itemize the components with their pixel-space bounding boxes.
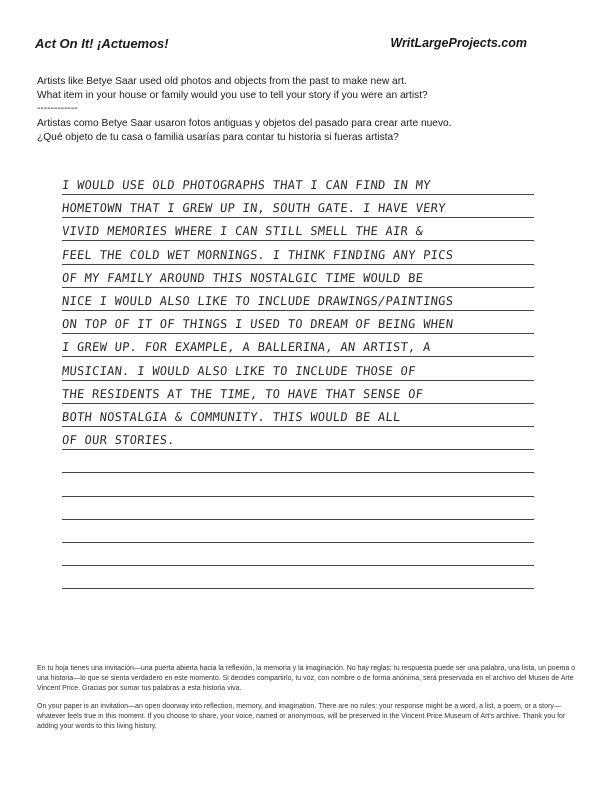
handwritten-line: THE RESIDENTS AT THE TIME, TO HAVE THAT SENSE OF [61,386,424,401]
ruled-line [62,310,534,311]
ruled-line [62,240,534,241]
ruled-line [62,565,534,566]
handwritten-line: VIVID MEMORIES WHERE I CAN STILL SMELL THE AIR & [61,224,424,239]
ruled-line [62,588,534,589]
handwritten-line: OF MY FAMILY AROUND THIS NOSTALGIC TIME WOULD BE [61,270,424,285]
handwritten-line: OF OUR STORIES. [61,433,176,448]
ruled-line [62,496,534,497]
ruled-line [62,217,534,218]
ruled-line [62,472,534,473]
ruled-line [62,194,534,195]
footer-english: On your paper is an invitation—an open doorway into reflection, memory, and imagination. There are no rules: your response might be a word, a list, a poem, or a story—whatever feels true in this moment. If you choose to share, your voice, named or anonymous, will be preserved in the Vincent Price Museum of Art's archive. Thank you for adding your words to this living history. [37,703,566,730]
handwritten-line: FEEL THE COLD WET MORNINGS. I THINK FINDING ANY PICS [61,247,455,262]
handwritten-line: MUSICIAN. I WOULD ALSO LIKE TO INCLUDE THOSE OF [61,363,417,378]
ruled-line [62,264,534,265]
worksheet-title: Act On It! ¡Actuemos! [35,36,169,51]
ruled-line [62,519,534,520]
site-name: WritLargeProjects.com [390,36,527,50]
ruled-line [62,333,534,334]
prompt-english [37,75,567,102]
handwritten-line: NICE I WOULD ALSO LIKE TO INCLUDE DRAWINGS/PAINTINGS [61,294,455,308]
ruled-line [62,380,534,381]
ruled-line [62,356,534,357]
ruled-line [62,426,534,427]
footer-spanish: En tu hoja tienes una invitación—una puerta abierta hacia la reflexión, la memoria y la imaginación. No hay reglas: tu respuesta puede ser una palabra, una lista, un poema o una historia—lo que se sienta verdadero en este momento. Si decides compartirlo, tu voz, con nombre o de forma anónima, será preservada en el archivo del Museo de Arte Vincent Price. Gracias por sumar tus palabras a esta historia viva. [37,665,576,692]
prompt-english-line1: Artists like Betye Saar used old photos and objects from the past to make new art. [37,76,407,87]
handwritten-line: BOTH NOSTALGIA & COMMUNITY. THIS WOULD BE ALL [61,410,402,424]
handwritten-line: I WOULD USE OLD PHOTOGRAPHS THAT I CAN FIND IN MY [61,178,432,192]
handwritten-line: HOMETOWN THAT I GREW UP IN, SOUTH GATE. I HAVE VERY [61,201,447,216]
prompt-spanish-line2: ¿Qué objeto de tu casa o familia usarías para contar tu historia si fueras artista? [37,131,399,143]
ruled-line [62,287,534,288]
ruled-line [62,542,534,543]
handwritten-line: I GREW UP. FOR EXAMPLE, A BALLERINA, AN ARTIST, A [61,340,432,355]
handwritten-line: ON TOP OF IT OF THINGS I USED TO DREAM OF BEING WHEN [61,317,455,332]
ruled-line [62,449,534,450]
prompt-spanish [37,117,567,144]
prompt-divider: ------------ [37,103,78,114]
prompt-spanish-line1: Artistas como Betye Saar usaron fotos antiguas y objetos del pasado para crear arte nuevo. [37,118,452,129]
prompt-english-line2: What item in your house or family would you use to tell your story if you were an artist? [37,89,428,101]
ruled-line [62,403,534,404]
